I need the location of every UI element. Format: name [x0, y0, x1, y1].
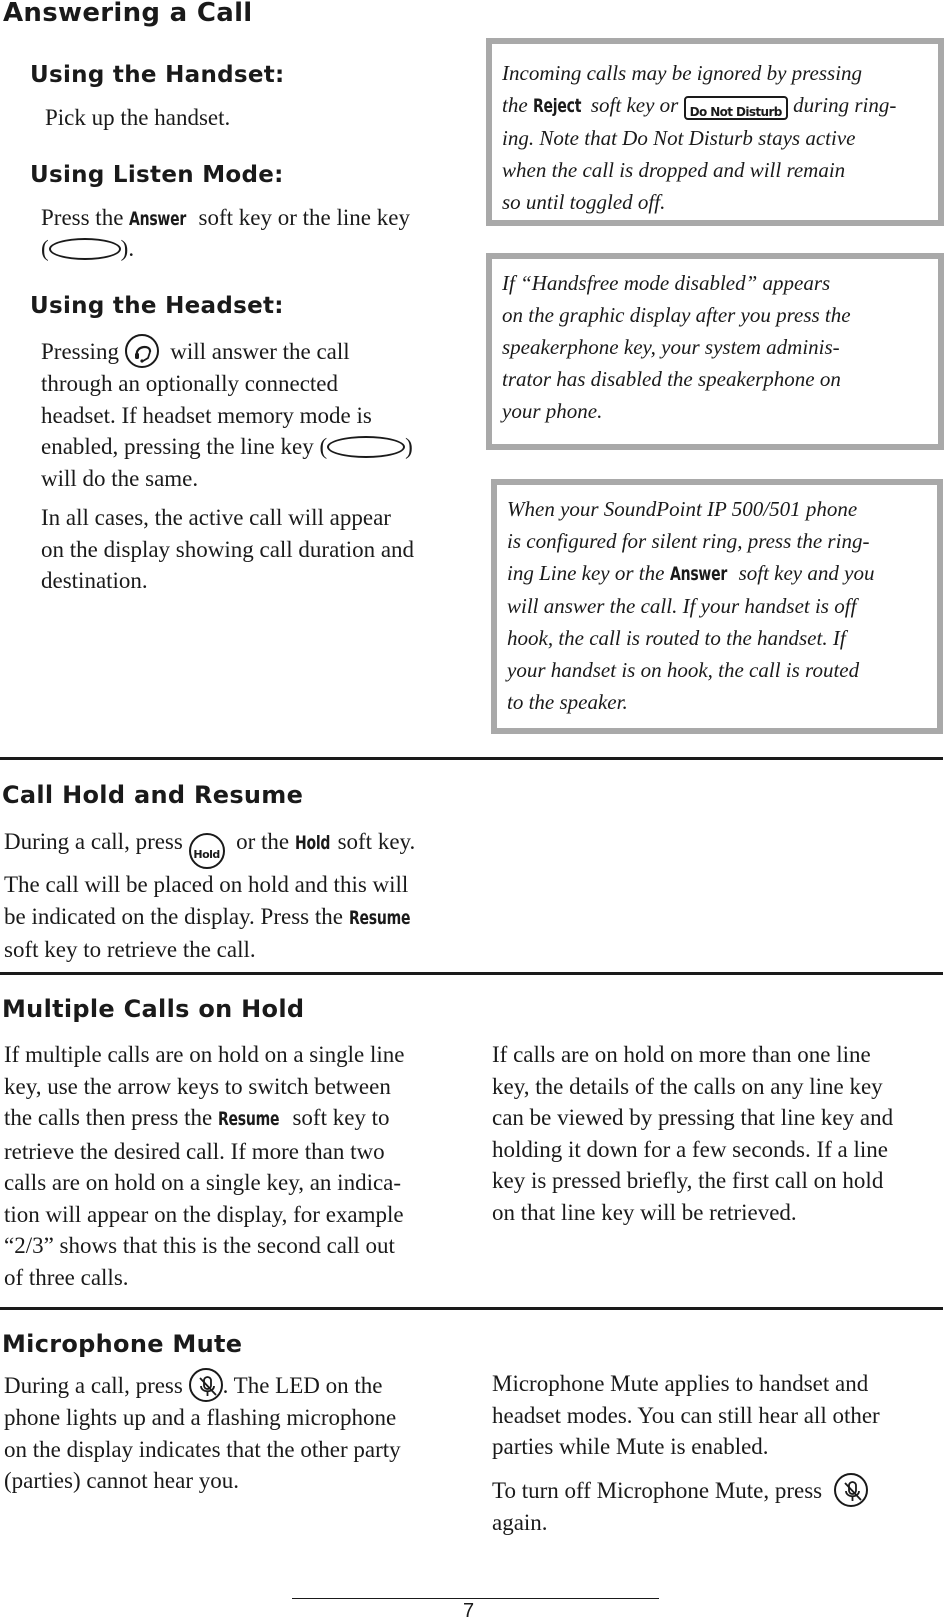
handset-text: Pick up the handset. [45, 105, 231, 130]
headset-line: headset. If headset memory mode is [41, 402, 372, 428]
headset-line: enabled, pressing the line key ( ) [41, 434, 413, 459]
headset-line: through an optionally connected [41, 371, 339, 396]
call-hold-heading: Call Hold and Resume [2, 781, 304, 809]
note-box-reject: Incoming calls may be ignored by pressing the Reject soft key or Do Not Disturb during ring- ing. Note that Do Not Disturb stays active when the call is dropped and will remain so until toggled off. [486, 38, 944, 226]
section-divider [0, 972, 943, 975]
line-key-icon [49, 238, 121, 260]
resume-softkey-label: Resume [217, 1108, 280, 1130]
all-cases-paragraph: In all cases, the active call will appear on the display showing call duration and destination. [41, 505, 415, 593]
listen-mode-text-line2: ( ). [41, 236, 135, 261]
note-box-handsfree: If “Handsfree mode disabled” appears on the graphic display after you press the speakerphone key, your system adminis- trator has disabled the speakerphone on your phone. [486, 253, 944, 450]
headset-icon [125, 334, 159, 368]
line-key-icon [327, 436, 405, 458]
reject-softkey-label: Reject [532, 95, 582, 117]
answer-softkey-label: Answer [669, 563, 727, 585]
multiple-calls-left-paragraph: If multiple calls are on hold on a single line key, use the arrow keys to switch between the calls then press the Resume soft key to retrieve the desired call. If more than two calls are on hold on a single key, an indica- tion will appear on the display, for example “2/3” shows that this is the second call out of three calls. [4, 1042, 405, 1290]
multiple-calls-heading: Multiple Calls on Hold [2, 995, 305, 1023]
listen-mode-heading: Using Listen Mode: [30, 162, 284, 188]
answer-softkey-label: Answer [129, 208, 187, 230]
mute-right-paragraph: Microphone Mute applies to handset and headset modes. You can still hear all other parties while Mute is enabled. To turn off Microphone Mute, press again. [492, 1371, 880, 1535]
handset-heading: Using the Handset: [30, 62, 285, 88]
microphone-mute-icon [189, 1368, 223, 1402]
page-number: 7 [463, 1600, 475, 1622]
listen-mode-text: Press the Answer soft key or the line key [41, 202, 410, 236]
multiple-calls-right-paragraph: If calls are on hold on more than one line key, the details of the calls on any line key can be viewed by pressing that line key and holding it down for a few seconds. If a line key is pressed briefly, the first call on hold on that line key will be retrieved. [492, 1042, 894, 1225]
do-not-disturb-key-icon: Do Not Disturb [684, 96, 788, 120]
headset-heading: Using the Headset: [30, 293, 284, 319]
headset-line: will do the same. [41, 465, 199, 491]
microphone-mute-heading: Microphone Mute [2, 1330, 243, 1358]
call-hold-paragraph: During a call, press Hold or the Hold soft key. The call will be placed on hold and this will be indicated on the display. Press the Resume soft key to retrieve the call. [4, 829, 416, 962]
headset-paragraph [41, 334, 471, 494]
hold-softkey-label: Hold [294, 832, 331, 854]
headset-line: Pressing will answer the call [41, 334, 471, 368]
resume-softkey-label: Resume [348, 906, 411, 929]
hold-key-icon: Hold [189, 833, 225, 869]
mute-left-paragraph: During a call, press . The LED on the phone lights up and a flashing microphone on the display indicates that the other party (parties) cannot hear you. [4, 1368, 474, 1497]
section-divider [0, 757, 943, 760]
note-box-silent-ring: When your SoundPoint IP 500/501 phone is configured for silent ring, press the ring- ing Line key or the Answer soft key and you will answer the call. If your handset is off hook, the call is routed to the handset. If your handset is on hook, the call is routed to the speaker. [491, 479, 943, 734]
footer-rule [292, 1598, 659, 1599]
microphone-mute-icon [834, 1473, 868, 1507]
section-divider [0, 1307, 943, 1310]
page-title: Answering a Call [3, 0, 253, 28]
